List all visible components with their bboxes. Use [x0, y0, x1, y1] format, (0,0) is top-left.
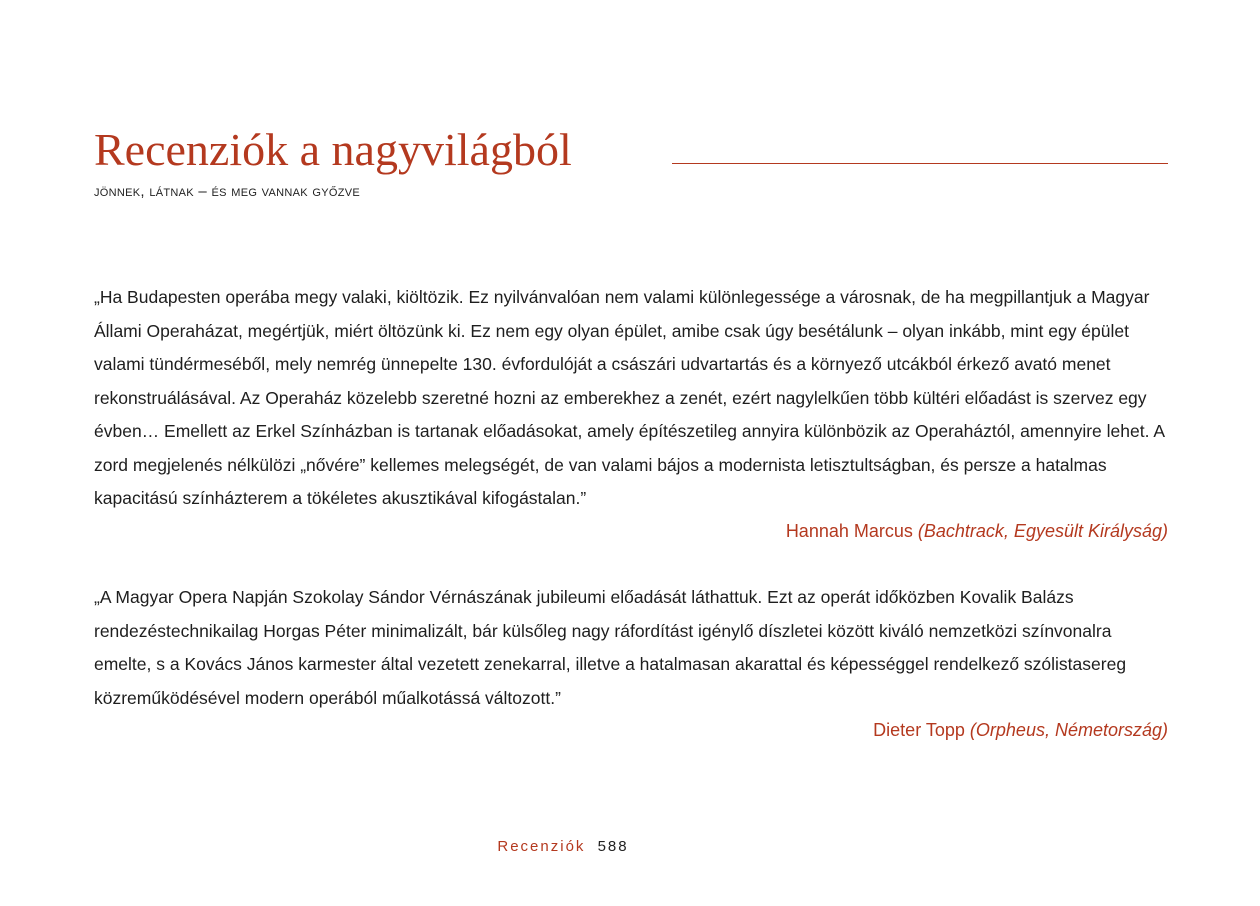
title-row [94, 122, 1168, 178]
page-footer [0, 835, 1126, 859]
review-source: (Bachtrack, Egyesült Királyság) [917, 520, 1168, 541]
review-attribution [94, 715, 1168, 745]
review-author: Dieter Topp [873, 720, 965, 740]
review-source: (Orpheus, Németország) [969, 720, 1168, 740]
page-number: 588 [597, 838, 629, 855]
review-hannah-marcus [94, 281, 1168, 546]
title-rule [672, 163, 1168, 164]
page-subtitle: jönnek, látnak – és meg vannak győzve [94, 183, 361, 200]
footer-section-label: Recenziók [497, 838, 586, 855]
review-attribution [94, 516, 1168, 546]
page-title: Recenziók a nagyvilágból [94, 124, 572, 175]
review-quote: „A Magyar Opera Napján Szokolay Sándor Vérnászának jubileumi előadását láthattuk. Ezt az operát időközben Kovalik Balázs rendezéstechnikailag Horgas Péter minimalizált, bár külsőleg nagy ráfordítást igénylő díszletei között kiváló nemzetközi színvonalra emelte, s a Kovács János karmester által vezetett zenekarral, illetve a hatalmasan akarattal és képességgel rendelkező szólistasereg közreműködésével modern operából műalkotássá változott.” [94, 587, 1127, 708]
review-dieter-topp [94, 581, 1168, 745]
review-quote: „Ha Budapesten operába megy valaki, kiöltözik. Ez nyilvánvalóan nem valami különlegessége a városnak, de ha megpillantjuk a Magyar Állami Operaházat, megértjük, miért öltözünk ki. Ez nem egy olyan épület, amibe csak úgy besétálunk – olyan inkább, mint egy épület valami tündérmeséből, mely nemrég ünnepelte 130. évfordulóját a császári udvartartás és a környező utcákból érkező avató menet rekonstruálásával. Az Operaház közelebb szeretné hozni az emberekhez a zenét, ezért nagylelkűen több kültéri előadást is szervez egy évben… Emellett az Erkel Színházban is tartanak előadásokat, amely építészetileg annyira különbözik az Operaháztól, amennyire lehet. A zord megjelenés nélkülözi „nővére” kellemes melegségét, de van valami bájos a modernista letisztultságban, és persze a hatalmas kapacitású színházterem a tökéletes akusztikával kifogástalan.” [94, 287, 1165, 508]
review-author: Hannah Marcus [785, 520, 913, 541]
